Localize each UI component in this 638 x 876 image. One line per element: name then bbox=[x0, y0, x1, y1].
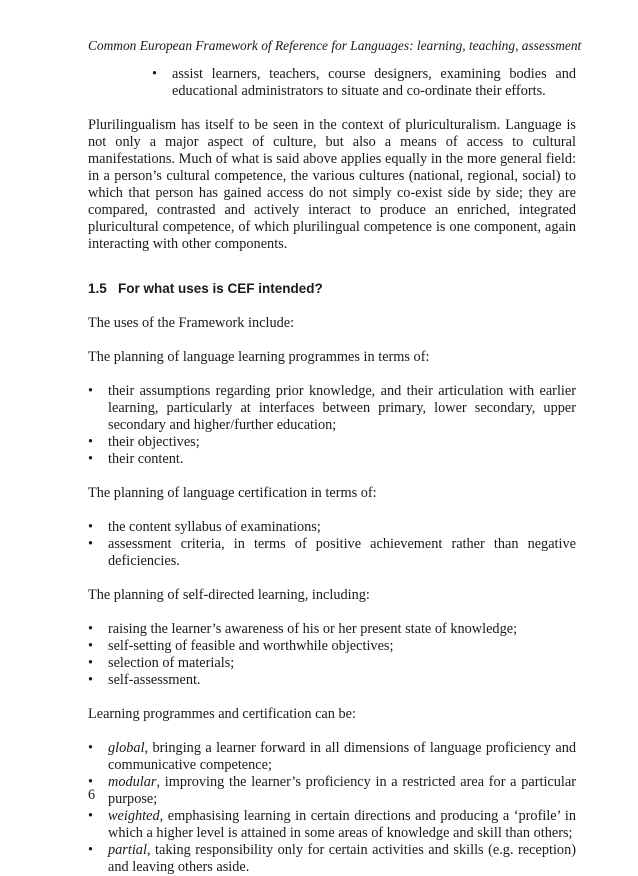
list-item-text: raising the learner’s awareness of his or her present state of knowledge; bbox=[108, 621, 518, 637]
plurilingualism-paragraph: Plurilingualism has itself to be seen in the context of pluriculturalism. Language is not only a major aspect of culture, but also a means of access to cultural manifestations. Much of what is said above applies equally in the more general field: in a person’s cultural competence, the various cultures (national, regional, social) to which that person has gained access do not simply co-exist side by side; they are compared, contrasted and actively interact to produce an enriched, integrated pluricultural competence, of which plurilingual competence is one component, again interacting with other components. bbox=[88, 117, 576, 252]
bullet-icon: • bbox=[88, 672, 94, 688]
list-item bbox=[88, 519, 576, 536]
list-item-text: selection of materials; bbox=[108, 655, 235, 671]
running-header: Common European Framework of Reference for Languages: learning, teaching, assessment bbox=[88, 38, 582, 53]
term-modular: modular bbox=[108, 774, 157, 790]
bullet-icon: • bbox=[88, 383, 94, 399]
bullet-icon: • bbox=[88, 808, 94, 824]
list-item bbox=[88, 655, 576, 672]
certification-list bbox=[88, 519, 576, 570]
list-item bbox=[88, 774, 576, 808]
list-item-text: , bringing a learner forward in all dimensions of language proficiency and communicative competence; bbox=[108, 740, 576, 773]
bullet-icon: • bbox=[88, 740, 94, 756]
page-number: 6 bbox=[88, 787, 96, 803]
bullet-icon: • bbox=[88, 536, 94, 552]
list-item-text: their assumptions regarding prior knowledge, and their articulation with earlier learning, particularly at interfaces between primary, lower secondary, upper secondary and higher/further education; bbox=[108, 383, 576, 433]
list-item-text: the content syllabus of examinations; bbox=[108, 519, 321, 535]
list-item bbox=[88, 451, 576, 468]
bullet-icon: • bbox=[152, 66, 158, 82]
list-item-text: their content. bbox=[108, 451, 184, 467]
list-item-text: assist learners, teachers, course designers, examining bodies and educational administrators to situate and co-ordinate their efforts. bbox=[172, 66, 576, 99]
list-item bbox=[88, 621, 576, 638]
list-item bbox=[88, 434, 576, 451]
bullet-icon: • bbox=[88, 638, 94, 654]
list-item-text: , taking responsibility only for certain activities and skills (e.g. reception) and leaving others aside. bbox=[108, 842, 576, 875]
self-directed-intro: The planning of self-directed learning, including: bbox=[88, 587, 370, 603]
section-title: For what uses is CEF intended? bbox=[118, 281, 323, 296]
certification-intro: The planning of language certification in terms of: bbox=[88, 485, 377, 501]
list-item-text: , emphasising learning in certain directions and producing a ‘profile’ in which a higher level is attained in some areas of knowledge and skill than others; bbox=[108, 808, 576, 841]
list-item-text: self-assessment. bbox=[108, 672, 201, 688]
bullet-icon: • bbox=[88, 434, 94, 450]
list-item-text: self-setting of feasible and worthwhile objectives; bbox=[108, 638, 394, 654]
self-directed-list bbox=[88, 621, 576, 689]
term-partial: partial bbox=[108, 842, 147, 858]
bullet-icon: • bbox=[88, 519, 94, 535]
list-item bbox=[88, 536, 576, 570]
intro-bullet-list bbox=[152, 66, 576, 100]
term-weighted: weighted bbox=[108, 808, 160, 824]
programmes-certification-list bbox=[88, 740, 576, 876]
list-item bbox=[152, 66, 576, 100]
list-item-text: assessment criteria, in terms of positive achievement rather than negative deficiencies. bbox=[108, 536, 576, 569]
list-item bbox=[88, 672, 576, 689]
list-item bbox=[88, 808, 576, 842]
list-item bbox=[88, 842, 576, 876]
programmes-intro: The planning of language learning programmes in terms of: bbox=[88, 349, 430, 365]
programmes-list bbox=[88, 383, 576, 468]
bullet-icon: • bbox=[88, 842, 94, 858]
bullet-icon: • bbox=[88, 774, 94, 790]
uses-intro: The uses of the Framework include: bbox=[88, 315, 295, 331]
list-item-text: their objectives; bbox=[108, 434, 200, 450]
bullet-icon: • bbox=[88, 621, 94, 637]
bullet-icon: • bbox=[88, 451, 94, 467]
term-global: global bbox=[108, 740, 145, 756]
bullet-icon: • bbox=[88, 655, 94, 671]
programmes-certification-intro: Learning programmes and certification can be: bbox=[88, 706, 356, 722]
section-heading bbox=[88, 281, 576, 297]
list-item bbox=[88, 740, 576, 774]
list-item bbox=[88, 383, 576, 434]
list-item bbox=[88, 638, 576, 655]
section-number: 1.5 bbox=[88, 281, 107, 296]
page-body bbox=[88, 66, 576, 876]
list-item-text: , improving the learner’s proficiency in a restricted area for a particular purpose; bbox=[108, 774, 576, 807]
